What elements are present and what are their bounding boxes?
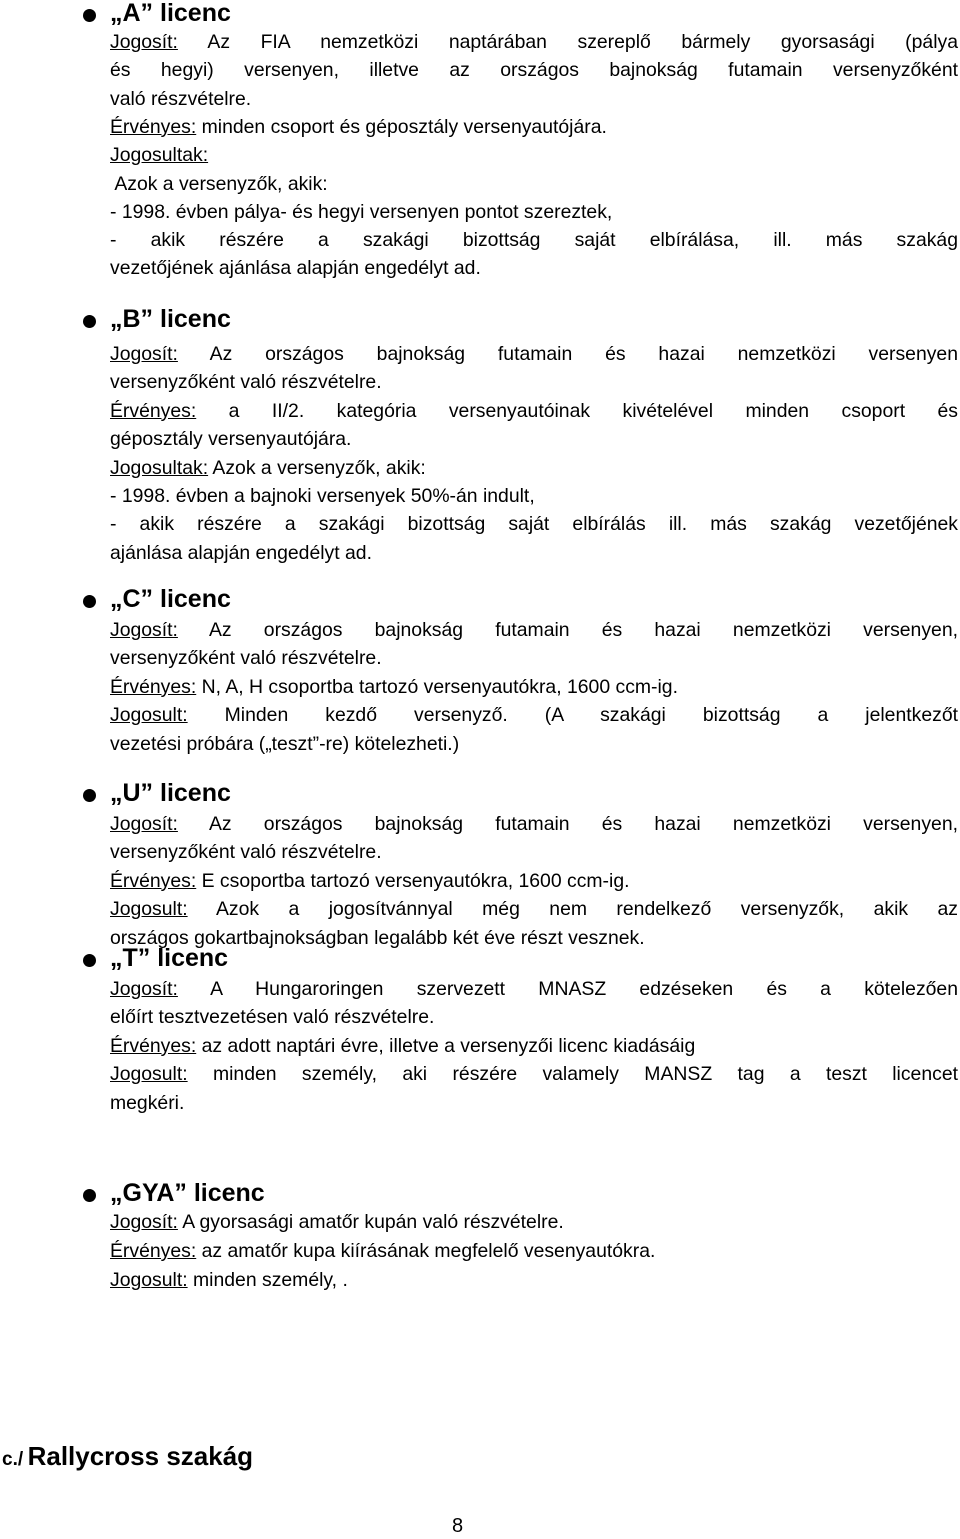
text-line: [110, 30, 958, 54]
field-text: vezetési próbára („teszt”-re) kötelezheti.): [110, 732, 460, 755]
text-line: [110, 732, 958, 756]
section-prefix: c./: [2, 1449, 24, 1470]
field-text: A Hungaroringen szervezett MNASZ edzéseken és a kötelezően: [177, 978, 958, 1000]
bullet-icon: [83, 315, 96, 328]
field-text: Az FIA nemzetközi naptárában szereplő bármely gyorsasági (pálya: [177, 31, 958, 53]
field-label: Jogosult:: [110, 898, 188, 921]
text-line: [110, 703, 958, 727]
licence-heading: „C” licenc: [110, 585, 231, 613]
field-text: Az országos bajnokság futamain és hazai nemzetközi versenyen,: [177, 619, 958, 641]
text-line: [110, 87, 958, 111]
bullet-icon: [83, 9, 96, 22]
field-text: az amatőr kupa kiírásának megfelelő vesenyautókra.: [196, 1240, 656, 1262]
licence-heading: „T” licenc: [110, 944, 229, 972]
text-line: [110, 1210, 958, 1234]
field-text: - akik részére a szakági bizottság saját elbírálása, ill. más szakág: [110, 229, 958, 252]
field-text: versenyzőként való részvételre.: [110, 371, 382, 394]
section-heading-rallycross: [2, 1441, 253, 1472]
field-text: vezetőjének ajánlása alapján engedélyt ad.: [110, 257, 481, 280]
licence-heading: „GYA” licenc: [110, 1179, 265, 1207]
text-line: [110, 840, 958, 864]
text-line: [110, 869, 958, 893]
field-text: - 1998. évben pálya- és hegyi versenyen pontot szereztek,: [110, 200, 613, 223]
field-text: E csoportba tartozó versenyautókra, 1600 ccm-ig.: [196, 869, 630, 892]
text-line: [110, 200, 958, 224]
bullet-icon: [83, 1189, 96, 1202]
field-label: Jogosít:: [110, 343, 178, 365]
field-label: Érvényes:: [110, 1034, 197, 1057]
field-label: Érvényes:: [110, 399, 197, 422]
field-text: A gyorsasági amatőr kupán való részvételre.: [177, 1211, 564, 1233]
field-text: való részvételre.: [110, 87, 252, 110]
field-label: Jogosultak:: [110, 456, 209, 479]
page-number: 8: [452, 1515, 464, 1537]
bullet-icon: [83, 954, 96, 967]
text-line: [110, 1268, 958, 1292]
field-label: Jogosít:: [110, 31, 178, 53]
field-text: minden személy, .: [187, 1269, 348, 1291]
text-line: [110, 399, 958, 423]
text-line: [110, 618, 958, 642]
text-line: [110, 926, 958, 950]
text-line: [110, 172, 958, 196]
text-line: [110, 1091, 958, 1115]
field-text: előírt tesztvezetésen való részvételre.: [110, 1006, 435, 1029]
field-text: Az országos bajnokság futamain és hazai nemzetközi versenyen: [177, 343, 958, 365]
field-text: minden személy, aki részére valamely MANSZ tag a teszt licencet: [187, 1063, 958, 1086]
field-text: Minden kezdő versenyző. (A szakági bizottság a jelentkezőt: [187, 704, 958, 727]
text-line: [110, 1062, 958, 1086]
field-text: - 1998. évben a bajnoki versenyek 50%-án indult,: [110, 485, 535, 507]
field-text: - akik részére a szakági bizottság saját elbírálás ill. más szakág vezetőjének: [110, 513, 958, 536]
field-text: országos gokartbajnokságban legalább két éve részt vesznek.: [110, 926, 645, 949]
field-text: Azok a versenyzők, akik:: [208, 456, 426, 479]
field-text: versenyzőként való részvételre.: [110, 647, 382, 670]
licence-heading: „B” licenc: [110, 305, 231, 333]
text-line: [110, 897, 958, 921]
text-line: [110, 115, 958, 139]
field-text: és hegyi) versenyen, illetve az országos bajnokság futamain versenyzőként: [110, 59, 958, 82]
text-line: [110, 675, 958, 699]
text-line: [110, 977, 958, 1001]
field-label: Jogosít:: [110, 1211, 178, 1233]
text-line: [110, 484, 958, 508]
field-label: Jogosult:: [110, 1269, 188, 1291]
field-label: Jogosult:: [110, 1063, 188, 1086]
text-line: [110, 1034, 958, 1058]
text-line: [110, 427, 958, 451]
field-label: Jogosít:: [110, 619, 178, 641]
text-line: [110, 58, 958, 82]
text-line: [110, 256, 958, 280]
bullet-icon: [83, 595, 96, 608]
field-label: Érvényes:: [110, 1240, 197, 1262]
text-line: [110, 1239, 958, 1263]
text-line: [110, 228, 958, 252]
field-text: géposztály versenyautójára.: [110, 428, 352, 451]
field-label: Érvényes:: [110, 869, 197, 892]
field-label: Érvényes:: [110, 675, 197, 698]
field-text: a II/2. kategória versenyautóinak kivételével minden csoport és: [196, 399, 958, 422]
field-label: Jogosít:: [110, 813, 178, 835]
text-line: [110, 512, 958, 536]
text-line: [110, 541, 958, 565]
field-text: Azok a jogosítvánnyal még nem rendelkező versenyzők, akik az: [187, 898, 958, 921]
field-text: Azok a versenyzők, akik:: [110, 172, 328, 195]
bullet-icon: [83, 789, 96, 802]
text-line: [110, 143, 958, 167]
text-line: [110, 812, 958, 836]
section-title: Rallycross szakág: [27, 1441, 254, 1471]
text-line: [110, 456, 958, 480]
licence-heading: „U” licenc: [110, 779, 231, 807]
field-text: versenyzőként való részvételre.: [110, 841, 382, 864]
field-text: Az országos bajnokság futamain és hazai nemzetközi versenyen,: [177, 813, 958, 835]
field-text: megkéri.: [110, 1091, 185, 1114]
field-label: Érvényes:: [110, 115, 197, 138]
text-line: [110, 370, 958, 394]
text-line: [110, 342, 958, 366]
field-text: N, A, H csoportba tartozó versenyautókra, 1600 ccm-ig.: [196, 675, 678, 698]
field-text: ajánlása alapján engedélyt ad.: [110, 541, 372, 564]
text-line: [110, 646, 958, 670]
field-label: Jogosít:: [110, 978, 178, 1000]
field-text: az adott naptári évre, illetve a versenyzői licenc kiadásáig: [196, 1034, 696, 1057]
field-label: Jogosultak:: [110, 144, 209, 167]
field-label: Jogosult:: [110, 704, 188, 727]
text-line: [110, 1005, 958, 1029]
licence-heading: „A” licenc: [110, 0, 231, 27]
field-text: minden csoport és géposztály versenyautójára.: [196, 115, 607, 138]
